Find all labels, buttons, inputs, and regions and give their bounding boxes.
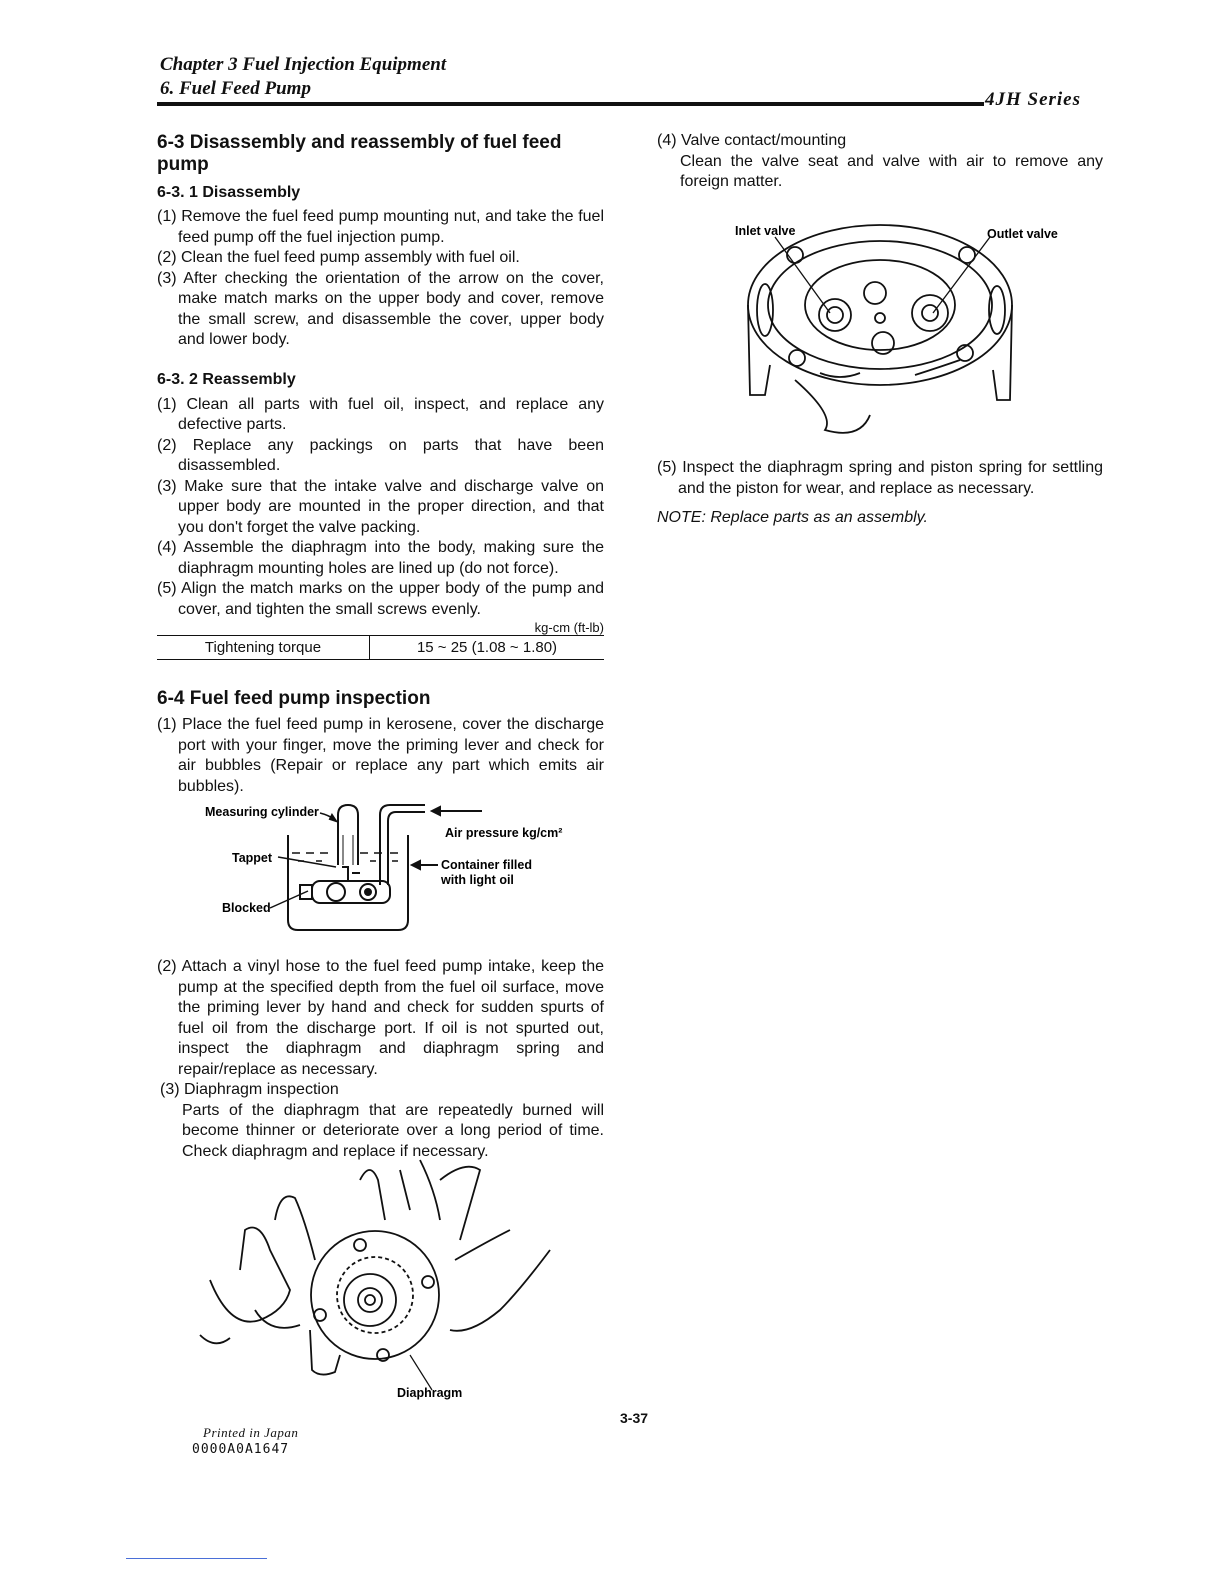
subsection-6-3-2-title: 6-3. 2 Reassembly — [157, 370, 296, 388]
header-rule — [157, 102, 984, 106]
item-5: (5) Inspect the diaphragm spring and piston spring for settling and the piston for wear, and replace as necessary. — [657, 459, 1103, 497]
label-container-1: Container filled — [441, 858, 532, 872]
document-code: 0000A0A1647 — [192, 1442, 290, 1457]
diaphragm-figure — [200, 1160, 560, 1400]
subsection-6-3-1-title: 6-3. 1 Disassembly — [157, 184, 301, 201]
list-item: (1) Place the fuel feed pump in kerosene, cover the discharge port with your finger, move the priming lever and check for air bubbles (Repair or replace any part which emits air bubbles). — [157, 716, 604, 795]
page-number: 3-37 — [620, 1410, 649, 1426]
label-outlet-valve: Outlet valve — [987, 227, 1058, 241]
right-column — [657, 131, 1103, 193]
left-column — [157, 132, 604, 797]
table-row — [157, 636, 604, 660]
section-6-4-title: 6-4 Fuel feed pump inspection — [157, 688, 431, 709]
right-column-lower — [657, 458, 1103, 543]
chapter-header — [160, 53, 446, 101]
torque-label: Tightening torque — [157, 636, 370, 660]
printed-in: Printed in Japan — [203, 1425, 299, 1440]
list-item: (5) Align the match marks on the upper body of the pump and cover, and tighten the small screws evenly. — [157, 580, 604, 618]
left-column-lower — [157, 957, 604, 1162]
label-diaphragm: Diaphragm — [397, 1386, 463, 1400]
section-title: 6. Fuel Feed Pump — [160, 78, 311, 99]
note: NOTE: Replace parts as an assembly. — [657, 509, 928, 526]
label-air-pressure: Air pressure kg/cm² — [445, 826, 563, 840]
list-item: (2) Clean the fuel feed pump assembly with fuel oil. — [157, 249, 520, 266]
list-item: (3) Make sure that the intake valve and discharge valve on upper body are mounted in the proper direction, and that you don't forget the valve packing. — [157, 477, 604, 536]
label-measuring-cylinder: Measuring cylinder — [205, 805, 319, 819]
chapter-title: Chapter 3 Fuel Injection Equipment — [160, 54, 447, 75]
list-item-body: Parts of the diaphragm that are repeatedly burned will become thinner or deteriorate over a long period of time. Check diaphragm and replace if necessary. — [182, 1101, 604, 1160]
torque-value: 15 ~ 25 (1.08 ~ 1.80) — [370, 636, 605, 660]
list-item: (1) Clean all parts with fuel oil, inspect, and replace any defective parts. — [157, 395, 604, 433]
bottom-rule — [126, 1558, 267, 1559]
torque-unit: kg-cm (ft-lb) — [534, 620, 604, 635]
pump-test-figure — [200, 795, 563, 940]
label-inlet-valve: Inlet valve — [735, 224, 796, 238]
list-item: (3) After checking the orientation of the arrow on the cover, make match marks on the upper body and cover, remove the small screw, and disassemble the cover, upper body and lower body. — [157, 269, 604, 348]
item-4-title: (4) Valve contact/mounting — [657, 132, 847, 149]
label-tappet: Tappet — [232, 851, 273, 865]
list-item-title: (3) Diaphragm inspection — [160, 1081, 339, 1098]
list-item: (1) Remove the fuel feed pump mounting nut, and take the fuel feed pump off the fuel injection pump. — [157, 208, 604, 246]
list-item: (2) Attach a vinyl hose to the fuel feed pump intake, keep the pump at the specified depth from the fuel oil surface, move the priming lever by hand and check for sudden spurts of fuel oil from the discharge port. If oil is not spurted out, inspect the diaphragm and diaphragm spring and repair/replace as necessary. — [157, 958, 604, 1078]
item-4-body: Clean the valve seat and valve with air to remove any foreign matter. — [680, 152, 1103, 190]
label-blocked: Blocked — [222, 901, 271, 915]
list-item: (2) Replace any packings on parts that have been disassembled. — [157, 436, 604, 474]
valve-figure — [735, 215, 1065, 435]
series-label: 4JH Series — [984, 89, 1081, 110]
list-item: (4) Assemble the diaphragm into the body, making sure the diaphragm mounting holes are lined up (do not force). — [157, 539, 604, 577]
section-6-3-title: 6-3 Disassembly and reassembly of fuel feed pump — [157, 132, 562, 175]
torque-table — [157, 635, 604, 660]
label-container-2: with light oil — [441, 873, 514, 887]
